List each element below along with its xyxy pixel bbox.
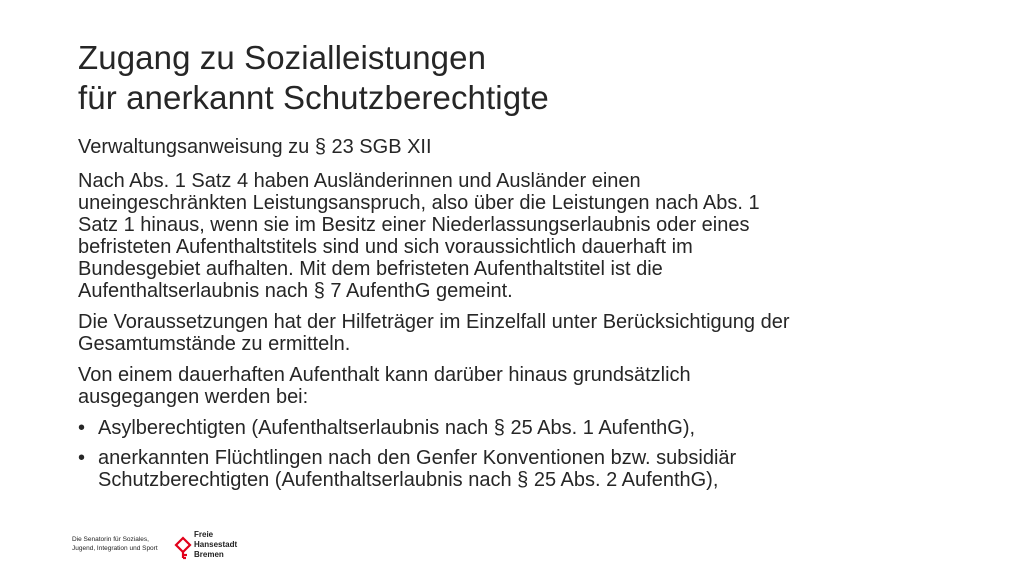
bullet-line: Asylberechtigten (Aufenthaltserlaubnis nach § 25 Abs. 1 AufenthG), [98,417,696,439]
bullet-icon: • [78,447,86,469]
bullet-line: anerkannten Flüchtlingen nach den Genfer Konventionen bzw. subsidiär [98,447,737,469]
bullet-item-1 [78,417,978,439]
slide-body [78,136,978,499]
paragraph-3 [78,364,978,408]
paragraph-2-line: Die Voraussetzungen hat der Hilfeträger im Einzelfall unter Berücksichtigung der [78,311,790,333]
bullet-line: Schutzberechtigten (Aufenthaltserlaubnis nach § 25 Abs. 2 AufenthG), [98,469,719,491]
footer-org-line: Jugend, Integration und Sport [72,545,158,552]
bullet-icon: • [78,417,86,439]
bullet-item-2 [78,447,978,491]
title-line-2: für anerkannt Schutzberechtigte [78,79,549,116]
footer-org-name [72,535,182,553]
paragraph-3-line: ausgegangen werden bei: [78,386,309,408]
paragraph-1-line: befristeten Aufenthaltstitels sind und sich voraussichtlich dauerhaft im [78,236,693,258]
bremen-key-icon [172,536,194,560]
paragraph-1-line: Aufenthaltserlaubnis nach § 7 AufenthG gemeint. [78,280,513,302]
paragraph-1-line: Bundesgebiet aufhalten. Mit dem befristeten Aufenthaltstitel ist die [78,258,663,280]
footer-city-line: Freie [194,530,214,539]
slide-title [78,38,978,118]
paragraph-2 [78,311,978,355]
paragraph-1-line: Nach Abs. 1 Satz 4 haben Ausländerinnen und Ausländer einen [78,170,641,192]
paragraph-2-line: Gesamtumstände zu ermitteln. [78,333,351,355]
paragraph-1-line: Satz 1 hinaus, wenn sie im Besitz einer Niederlassungserlaubnis oder eines [78,214,750,236]
paragraph-1 [78,170,978,302]
footer-city-name [194,530,237,560]
footer-org-line: Die Senatorin für Soziales, [72,536,149,543]
title-line-1: Zugang zu Sozialleistungen [78,39,487,76]
subheading: Verwaltungsanweisung zu § 23 SGB XII [78,136,432,158]
footer-city-line: Bremen [194,550,224,559]
footer-city-line: Hansestadt [194,540,238,549]
paragraph-3-line: Von einem dauerhaften Aufenthalt kann darüber hinaus grundsätzlich [78,364,691,386]
paragraph-1-line: uneingeschränkten Leistungsanspruch, also über die Leistungen nach Abs. 1 [78,192,760,214]
